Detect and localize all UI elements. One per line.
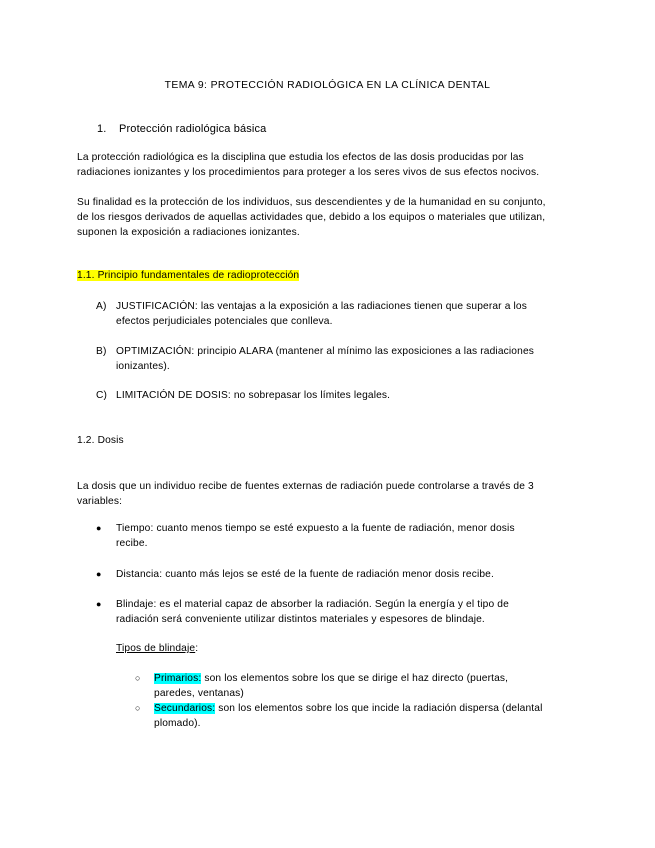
list-marker: B) <box>96 346 107 357</box>
paragraph-line: La protección radiológica es la disciplina que estudia los efectos de las dosis producidas por las <box>77 152 524 163</box>
paragraph-line: radiaciones ionizantes y los procedimientos para proteger a los seres vivos de sus efectos nocivos. <box>77 167 540 178</box>
subheading-principles <box>77 268 299 283</box>
tipos-blindaje-colon: : <box>195 643 199 654</box>
list-item-line: Blindaje: es el material capaz de absorber la radiación. Según la energía y el tipo de <box>116 599 509 610</box>
list-item-text <box>154 701 542 716</box>
list-item-text <box>116 388 576 403</box>
section-heading-1 <box>97 122 266 137</box>
paragraph-dosis <box>77 479 577 509</box>
highlighted-term: Secundarios: <box>154 703 216 714</box>
bullet-icon: ● <box>96 599 102 609</box>
list-item-text <box>116 344 576 374</box>
highlighted-subheading: 1.1. Principio fundamentales de radioprotección <box>77 270 300 281</box>
paragraph-purpose <box>77 195 577 240</box>
list-item-line: recibe. <box>116 538 148 549</box>
circle-bullet-icon: ○ <box>135 673 141 683</box>
list-item-line: radiación será conveniente utilizar distintos materiales y espesores de blindaje. <box>116 614 485 625</box>
list-item-text <box>154 671 508 686</box>
paragraph-line: de los riesgos derivados de aquellas actividades que, debido a los equipos o materiales que utilizan, <box>77 212 546 223</box>
list-item-text <box>116 597 576 627</box>
highlighted-term: Primarios: <box>154 673 202 684</box>
list-item-line: efectos perjudiciales potenciales que conlleva. <box>116 316 333 327</box>
list-item-line: paredes, ventanas) <box>154 688 244 699</box>
tipos-blindaje-label <box>116 641 198 656</box>
paragraph-line: La dosis que un individuo recibe de fuentes externas de radiación puede controlarse a través de 3 <box>77 481 534 492</box>
list-item-line: JUSTIFICACIÓN: las ventajas a la exposición a las radiaciones tienen que superar a los <box>116 301 527 312</box>
paragraph-line: Su finalidad es la protección de los individuos, sus descendientes y de la humanidad en su conjunto, <box>77 197 546 208</box>
bullet-icon: ● <box>96 523 102 533</box>
list-item-text <box>116 521 576 551</box>
paragraph-line: suponen la exposición a radiaciones ionizantes. <box>77 227 300 238</box>
bullet-icon: ● <box>96 569 102 579</box>
list-item-line: LIMITACIÓN DE DOSIS: no sobrepasar los límites legales. <box>116 390 391 401</box>
list-item-line: plomado). <box>154 718 201 729</box>
list-item-line: OPTIMIZACIÓN: principio ALARA (mantener al mínimo las exposiciones a las radiaciones <box>116 346 534 357</box>
subheading-dosis: 1.2. Dosis <box>77 435 124 446</box>
circle-bullet-icon: ○ <box>135 703 141 713</box>
document-title: TEMA 9: PROTECCIÓN RADIOLÓGICA EN LA CLÍNICA DENTAL <box>164 80 491 91</box>
section-label: Protección radiológica básica <box>119 123 267 135</box>
list-item-line: Tiempo: cuanto menos tiempo se esté expuesto a la fuente de radiación, menor dosis <box>116 523 515 534</box>
section-number: 1. <box>97 123 107 135</box>
tipos-blindaje-text: Tipos de blindaje <box>116 643 196 654</box>
list-item-text <box>116 299 576 329</box>
term-description: son los elementos sobre los que incide la radiación dispersa (delantal <box>215 703 543 714</box>
paragraph-line: variables: <box>77 496 123 507</box>
term-description: son los elementos sobre los que se dirige el haz directo (puertas, <box>201 673 509 684</box>
list-marker: A) <box>96 301 107 312</box>
paragraph-definition <box>77 150 577 180</box>
list-item-text <box>116 567 576 582</box>
list-item-line: ionizantes). <box>116 361 170 372</box>
list-marker: C) <box>96 390 108 401</box>
list-item-line: Distancia: cuanto más lejos se esté de la fuente de radiación menor dosis recibe. <box>116 569 494 580</box>
